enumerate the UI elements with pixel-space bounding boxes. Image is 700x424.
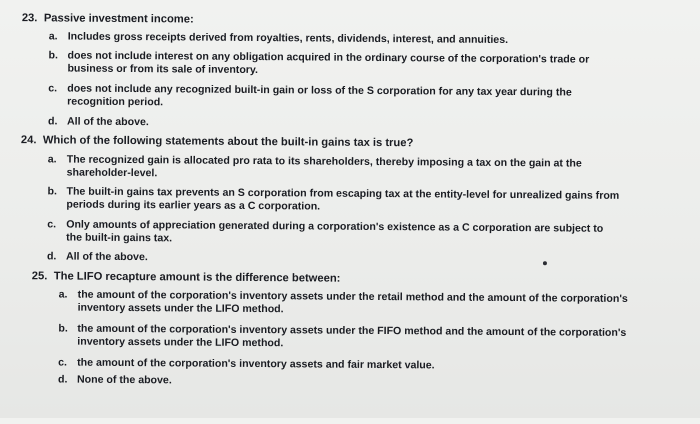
option-text: Only amounts of appreciation generated during a corporation's existence as a C corporation are subject to <box>66 218 604 235</box>
question-stem: Which of the following statements about the built-in gains tax is true? <box>42 134 414 150</box>
option-letter: b. <box>48 49 59 62</box>
option-letter: c. <box>47 218 57 231</box>
option-text: business or from its sale of inventory. <box>67 62 259 77</box>
option-text: does not include any recognized built-in gain or loss of the S corporation for any tax year during the <box>67 82 572 99</box>
option-text: the amount of the corporation's inventory assets under the FIFO method and the amount of the corporation's <box>77 322 627 339</box>
question-23 <box>22 12 194 26</box>
option-text: shareholder-level. <box>66 166 158 180</box>
option-letter: a. <box>48 30 58 43</box>
question-stem: The LIFO recapture amount is the difference between: <box>53 270 341 285</box>
option-text: recognition period. <box>67 95 164 109</box>
question-number: 24. <box>20 134 37 147</box>
option-letter: c. <box>58 356 68 369</box>
option-letter: d. <box>48 115 58 128</box>
option-letter: c. <box>48 82 58 95</box>
option-letter: d. <box>46 250 57 263</box>
option-letter: b. <box>47 185 57 198</box>
option-letter: b. <box>58 322 68 335</box>
option-text: All of the above. <box>65 250 148 264</box>
question-number: 25. <box>31 270 48 283</box>
option-text: does not include interest on any obligation acquired in the ordinary course of the corporation's trade or <box>67 49 590 66</box>
option-text: the amount of the corporation's inventory assets under the retail method and the amount of the corporation's <box>77 288 628 305</box>
option-text: the amount of the corporation's inventory assets and fair market value. <box>77 356 435 372</box>
option-text: The built-in gains tax prevents an S corporation from escaping tax at the entity-level for unrealized gains from <box>66 185 620 202</box>
option-text: the built-in gains tax. <box>66 231 173 245</box>
ink-dot <box>543 261 547 265</box>
option-text: periods during its earlier years as a C corporation. <box>66 198 321 213</box>
question-24 <box>21 134 414 150</box>
option-text: inventory assets under the LIFO method. <box>77 335 284 350</box>
option-text: The recognized gain is allocated pro rata to its shareholders, thereby imposing a tax on the gain at the <box>66 153 582 170</box>
question-stem: Passive investment income: <box>43 12 194 26</box>
option-letter: d. <box>57 373 68 386</box>
question-25 <box>32 270 341 285</box>
option-text: None of the above. <box>76 373 172 387</box>
option-text: All of the above. <box>67 115 149 129</box>
option-text: inventory assets under the LIFO method. <box>77 301 284 316</box>
option-text: Includes gross receipts derived from royalties, rents, dividends, interest, and annuities. <box>67 30 509 46</box>
option-letter: a. <box>47 153 57 166</box>
question-number: 23. <box>21 12 38 25</box>
option-letter: a. <box>58 288 68 301</box>
